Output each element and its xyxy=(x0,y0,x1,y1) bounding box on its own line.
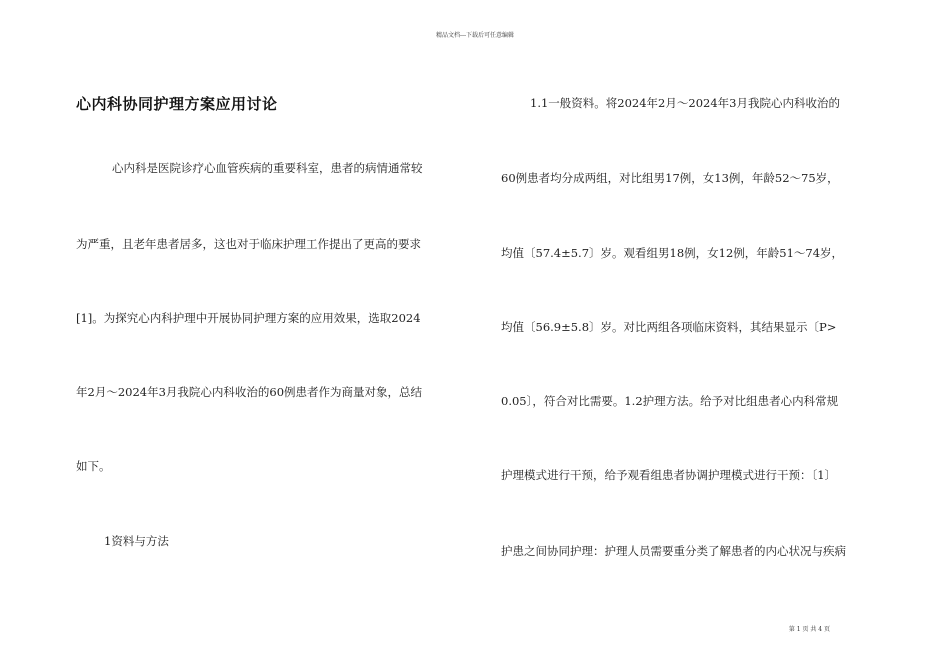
left-paragraph-line: 年2月～2024年3月我院心内科收治的60例患者作为商量对象，总结 xyxy=(76,385,423,399)
right-paragraph-line: 60例患者均分成两组，对比组男17例，女13例，年龄52～75岁， xyxy=(501,171,839,185)
section-heading: 1资料与方法 xyxy=(104,534,169,548)
left-paragraph-line: 如下。 xyxy=(76,459,111,473)
page-header: 精品文档---下载后可任意编辑 xyxy=(435,32,515,39)
right-paragraph-line: 0.05〕，符合对比需要。1.2护理方法。给予对比组患者心内科常规 xyxy=(501,394,839,408)
right-paragraph-line: 护患之间协同护理：护理人员需要重分类了解患者的内心状况与疾病 xyxy=(501,544,846,558)
document-title: 心内科协同护理方案应用讨论 xyxy=(76,95,278,113)
page-number: 第 1 页 共 4 页 xyxy=(788,626,830,633)
right-paragraph-line: 1.1一般资料。将2024年2月～2024年3月我院心内科收治的 xyxy=(530,96,840,110)
right-paragraph-line: 护理模式进行干预，给予观看组患者协调护理模式进行干预：〔1〕 xyxy=(501,468,837,482)
left-paragraph-line: 心内科是医院诊疗心血管疾病的重要科室，患者的病情通常较 xyxy=(112,161,423,175)
left-paragraph-line: [1]。为探究心内科护理中开展协同护理方案的应用效果，选取2024 xyxy=(76,311,421,325)
right-paragraph-line: 均值〔56.9±5.8〕岁。对比两组各项临床资料，其结果显示〔P> xyxy=(501,320,837,334)
left-paragraph-line: 为严重，且老年患者居多，这也对于临床护理工作提出了更高的要求 xyxy=(76,237,421,251)
right-paragraph-line: 均值〔57.4±5.7〕岁。观看组男18例，女12例，年龄51～74岁， xyxy=(501,246,844,260)
